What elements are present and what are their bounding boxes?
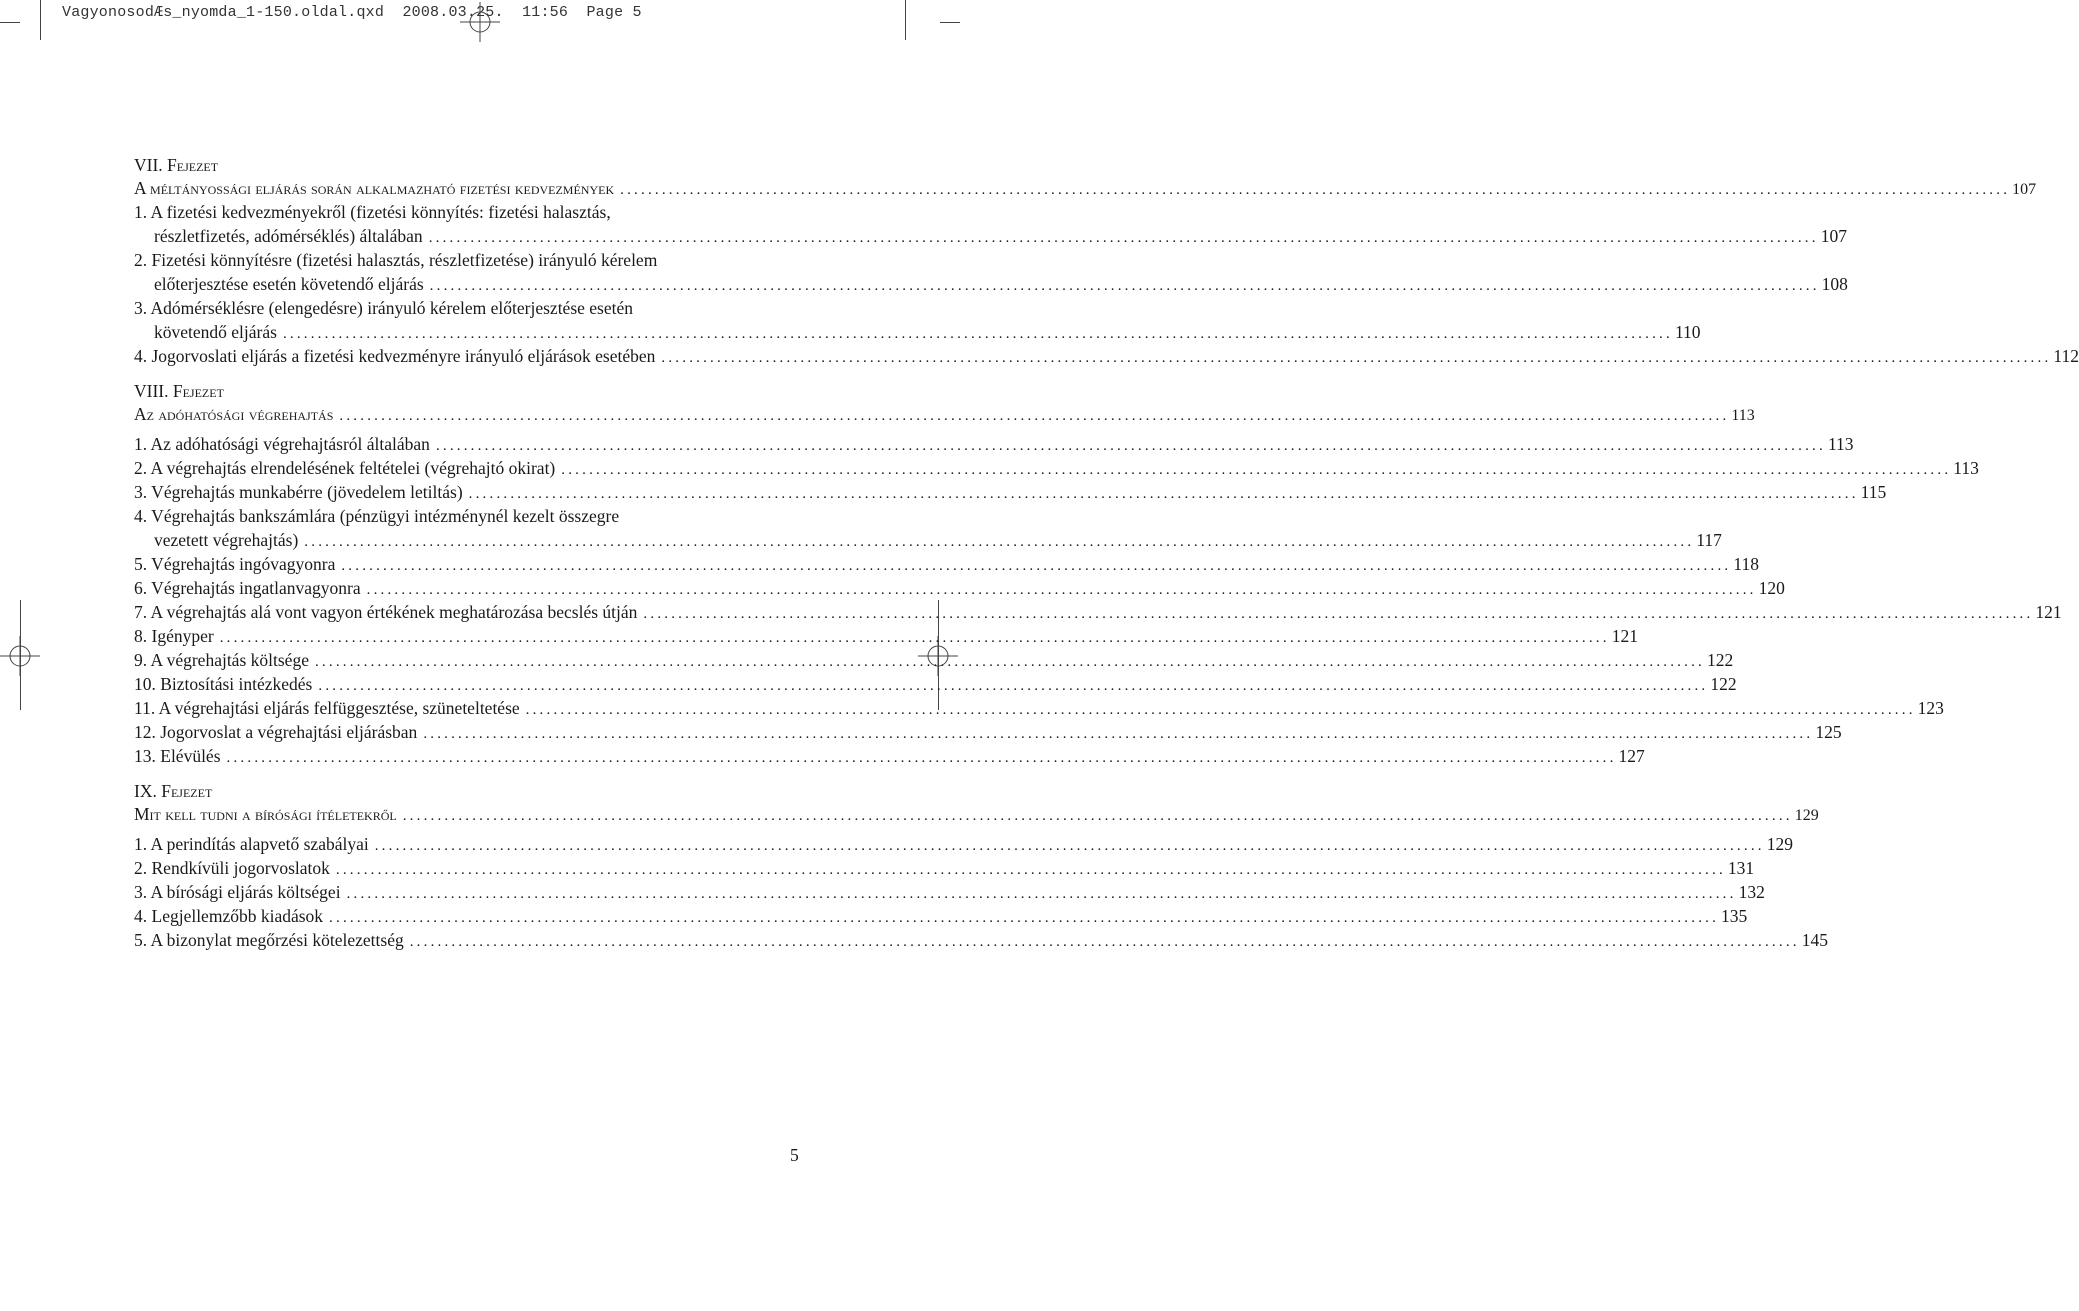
chapter-title: Az adóhatósági végrehajtás [134, 404, 334, 424]
toc-entry[interactable] [134, 552, 1759, 576]
page-number: 127 [1618, 746, 1645, 766]
table-of-contents [134, 154, 2079, 952]
chapter-title-row [134, 402, 1755, 426]
leader-dots: ........................................................................................................................................................................................................ [304, 534, 1695, 550]
toc-entry[interactable] [134, 576, 1785, 600]
entry-line: 13. Elévülés [134, 746, 221, 766]
entry-line: 6. Végrehajtás ingatlanvagyonra [134, 578, 361, 598]
chapter-viii [134, 380, 2062, 768]
leader-dots: ........................................................................................................................................................................................................ [435, 438, 1826, 454]
toc-entry[interactable] [134, 504, 1722, 552]
page-number: 122 [1710, 674, 1737, 694]
toc-entry[interactable] [134, 856, 1755, 880]
page-number: 113 [1731, 407, 1755, 424]
toc-entry[interactable] [134, 456, 1979, 480]
entry-line: 2. Rendkívüli jogorvoslatok [134, 858, 330, 878]
leader-dots: ........................................................................................................................................................................................................ [561, 462, 1952, 478]
crop-mark-right [940, 22, 960, 23]
page-number: 107 [1820, 226, 1847, 246]
chapter-title: Mit kell tudni a bírósági ítéletekről [134, 804, 397, 824]
entry-line: 2. Fizetési könnyítésre (fizetési halasztás, részletfizetése) irányuló kérelem [134, 250, 658, 270]
page-number: 115 [1860, 482, 1887, 502]
page-number: 120 [1758, 578, 1785, 598]
entry-line: 12. Jogorvoslat a végrehajtási eljárásban [134, 722, 418, 742]
entry-line: 4. Jogorvoslati eljárás a fizetési kedvezményre irányuló eljárások esetében [134, 346, 656, 366]
entry-line: 5. Végrehajtás ingóvagyonra [134, 554, 336, 574]
leader-dots: ........................................................................................................................................................................................................ [346, 886, 1737, 902]
entry-line: 8. Igényper [134, 626, 214, 646]
page-number: 121 [1611, 626, 1638, 646]
toc-entry[interactable] [134, 248, 1848, 296]
page-number: 117 [1696, 530, 1722, 550]
print-slug: VagyonosodÆs_nyomda_1-150.oldal.qxd 2008.03.25. 11:56 Page 5 [62, 4, 642, 21]
page-number: 125 [1815, 722, 1842, 742]
toc-entry[interactable] [134, 648, 1734, 672]
leader-dots: ........................................................................................................................................................................................................ [468, 486, 1859, 502]
leader-dots: ........................................................................................................................................................................................................ [423, 726, 1814, 742]
page-number: 145 [1801, 930, 1828, 950]
page-number: 132 [1738, 882, 1765, 902]
entry-row [134, 528, 1722, 552]
chapter-title: A méltányossági eljárás során alkalmazható fizetési kedvezmények [134, 178, 615, 198]
entry-line: 3. A bírósági eljárás költségei [134, 882, 341, 902]
entry-line: 10. Biztosítási intézkedés [134, 674, 313, 694]
chapter-ix [134, 780, 1828, 952]
page-number: 107 [2012, 181, 2037, 198]
leader-dots: ........................................................................................................................................................................................................ [429, 278, 1820, 294]
leader-dots: ........................................................................................................................................................................................................ [620, 182, 2011, 198]
leader-dots: ........................................................................................................................................................................................................ [525, 702, 1916, 718]
crop-mark-top-left [40, 0, 41, 40]
entry-line: 1. A perindítás alapvető szabályai [134, 834, 369, 854]
chapter-number: VII. Fejezet [134, 155, 219, 175]
page-number-footer: 5 [790, 1145, 799, 1165]
leader-dots: ........................................................................................................................................................................................................ [226, 750, 1617, 766]
toc-entry[interactable] [134, 296, 1701, 344]
toc-entry[interactable] [134, 720, 1842, 744]
entry-line: vezetett végrehajtás) [154, 530, 299, 550]
leader-dots: ........................................................................................................................................................................................................ [282, 326, 1673, 342]
toc-entry[interactable] [134, 600, 2062, 624]
entry-line: előterjesztése esetén követendő eljárás [154, 274, 424, 294]
toc-entry[interactable] [134, 744, 1645, 768]
leader-dots: ........................................................................................................................................................................................................ [402, 808, 1793, 824]
page-number: 110 [1674, 322, 1701, 342]
entry-line: 3. Adómérséklésre (elengedésre) irányuló kérelem előterjesztése esetén [134, 298, 634, 318]
page-number: 135 [1721, 906, 1748, 926]
page-number: 113 [1827, 434, 1854, 454]
page-number: 131 [1727, 858, 1755, 878]
crop-mark-left-mid [20, 600, 21, 710]
entry-row [134, 272, 1848, 296]
leader-dots: ........................................................................................................................................................................................................ [661, 350, 2052, 366]
crop-mark-top-right [905, 0, 906, 40]
toc-entry[interactable] [134, 904, 1748, 928]
chapter-title-row [134, 802, 1819, 826]
page-number: 123 [1917, 698, 1944, 718]
toc-entry[interactable] [134, 432, 1854, 456]
entry-line: részletfizetés, adómérséklés) általában [154, 226, 423, 246]
page-number: 122 [1706, 650, 1734, 670]
chapter-number: IX. Fejezet [134, 781, 213, 801]
entry-line: 1. A fizetési kedvezményekről (fizetési könnyítés: fizetési halasztás, [134, 202, 611, 222]
page-number: 121 [2035, 602, 2062, 622]
entry-line: 11. A végrehajtási eljárás felfüggesztése, szüneteltetése [134, 698, 520, 718]
entry-line: követendő eljárás [154, 322, 277, 342]
toc-entry[interactable] [134, 480, 1887, 504]
page-number: 129 [1794, 807, 1819, 824]
toc-entry[interactable] [134, 200, 1847, 248]
toc-entry[interactable] [134, 832, 1793, 856]
leader-dots: ........................................................................................................................................................................................................ [329, 910, 1720, 926]
chapter-title-row [134, 176, 2037, 200]
leader-dots: ........................................................................................................................................................................................................ [335, 862, 1726, 878]
leader-dots: ........................................................................................................................................................................................................ [643, 606, 2034, 622]
chapter-number: VIII. Fejezet [134, 381, 224, 401]
leader-dots: ........................................................................................................................................................................................................ [374, 838, 1765, 854]
leader-dots: ........................................................................................................................................................................................................ [219, 630, 1610, 646]
leader-dots: ........................................................................................................................................................................................................ [341, 558, 1732, 574]
toc-entry[interactable] [134, 344, 2079, 368]
entry-line: 4. Végrehajtás bankszámlára (pénzügyi intézménynél kezelt összegre [134, 506, 620, 526]
entry-row [134, 320, 1701, 344]
entry-row [134, 224, 1847, 248]
crop-mark-left [0, 22, 20, 23]
page-number: 113 [1953, 458, 1979, 478]
page-number: 129 [1766, 834, 1793, 854]
page-number: 108 [1821, 274, 1848, 294]
entry-line: 3. Végrehajtás munkabérre (jövedelem letiltás) [134, 482, 463, 502]
leader-dots: ........................................................................................................................................................................................................ [318, 678, 1709, 694]
chapter-vii [134, 154, 2079, 368]
leader-dots: ........................................................................................................................................................................................................ [339, 408, 1730, 424]
toc-entry[interactable] [134, 696, 1944, 720]
toc-entry[interactable] [134, 672, 1737, 696]
leader-dots: ........................................................................................................................................................................................................ [409, 934, 1800, 950]
entry-line: 5. A bizonylat megőrzési kötelezettség [134, 930, 404, 950]
entry-line: 7. A végrehajtás alá vont vagyon értékének meghatározása becslés útján [134, 602, 638, 622]
entry-line: 2. A végrehajtás elrendelésének feltételei (végrehajtó okirat) [134, 458, 556, 478]
entry-line: 9. A végrehajtás költsége [134, 650, 309, 670]
toc-entry[interactable] [134, 624, 1638, 648]
entry-line: 4. Legjellemzőbb kiadások [134, 906, 324, 926]
page-number: 112 [2053, 346, 2079, 366]
entry-line: 1. Az adóhatósági végrehajtásról általában [134, 434, 430, 454]
leader-dots: ........................................................................................................................................................................................................ [428, 230, 1819, 246]
registration-mark-top-icon [460, 2, 500, 42]
leader-dots: ........................................................................................................................................................................................................ [366, 582, 1757, 598]
leader-dots: ........................................................................................................................................................................................................ [314, 654, 1705, 670]
toc-entry[interactable] [134, 928, 1828, 952]
toc-entry[interactable] [134, 880, 1765, 904]
page-number: 118 [1733, 554, 1759, 574]
